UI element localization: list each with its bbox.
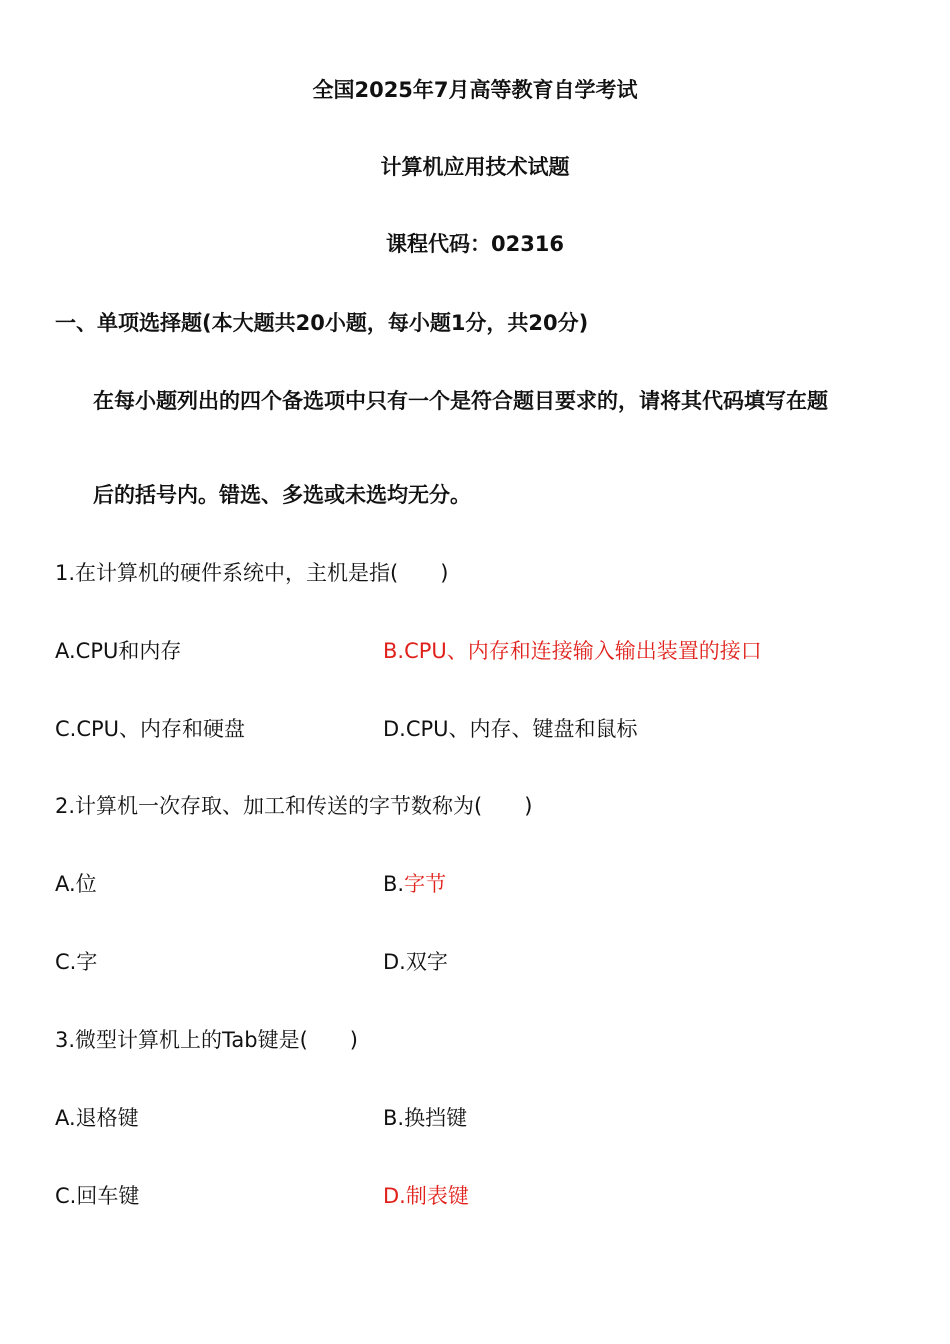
question-2-option-b-text: 字节 <box>404 872 447 896</box>
question-2-stem: 2.计算机一次存取、加工和传送的字节数称为( ) <box>55 794 533 818</box>
exam-subject: 计算机应用技术试题 <box>380 155 570 179</box>
course-code: 课程代码：02316 <box>385 232 565 256</box>
question-3-option-c: C.回车键 <box>55 1184 140 1208</box>
section-instruction-line2: 后的括号内。错选、多选或未选均无分。 <box>93 483 471 507</box>
question-2-option-a: A.位 <box>55 872 97 896</box>
question-3-stem: 3.微型计算机上的Tab键是( ) <box>55 1028 358 1052</box>
question-1-option-c: C.CPU、内存和硬盘 <box>55 717 246 741</box>
question-1-option-b-answer: B.CPU、内存和连接输入输出装置的接口 <box>383 639 762 663</box>
question-2-option-b-answer <box>383 870 446 898</box>
question-3-option-a: A.退格键 <box>55 1106 139 1130</box>
exam-title: 全国2025年7月高等教育自学考试 <box>312 78 638 102</box>
question-3-option-b: B.换挡键 <box>383 1106 468 1130</box>
question-2-option-c: C.字 <box>55 950 98 974</box>
question-1-option-a: A.CPU和内存 <box>55 639 182 663</box>
question-3-option-d-answer: D.制表键 <box>383 1184 469 1208</box>
question-2-option-d: D.双字 <box>383 950 448 974</box>
question-2-option-b-prefix: B. <box>383 872 405 896</box>
question-1-stem: 1.在计算机的硬件系统中，主机是指( ) <box>55 561 449 585</box>
question-1-option-d: D.CPU、内存、键盘和鼠标 <box>383 717 638 741</box>
section-instruction-line1: 在每小题列出的四个备选项中只有一个是符合题目要求的，请将其代码填写在题 <box>93 389 828 413</box>
section-heading: 一、单项选择题(本大题共20小题，每小题1分，共20分) <box>55 311 589 335</box>
